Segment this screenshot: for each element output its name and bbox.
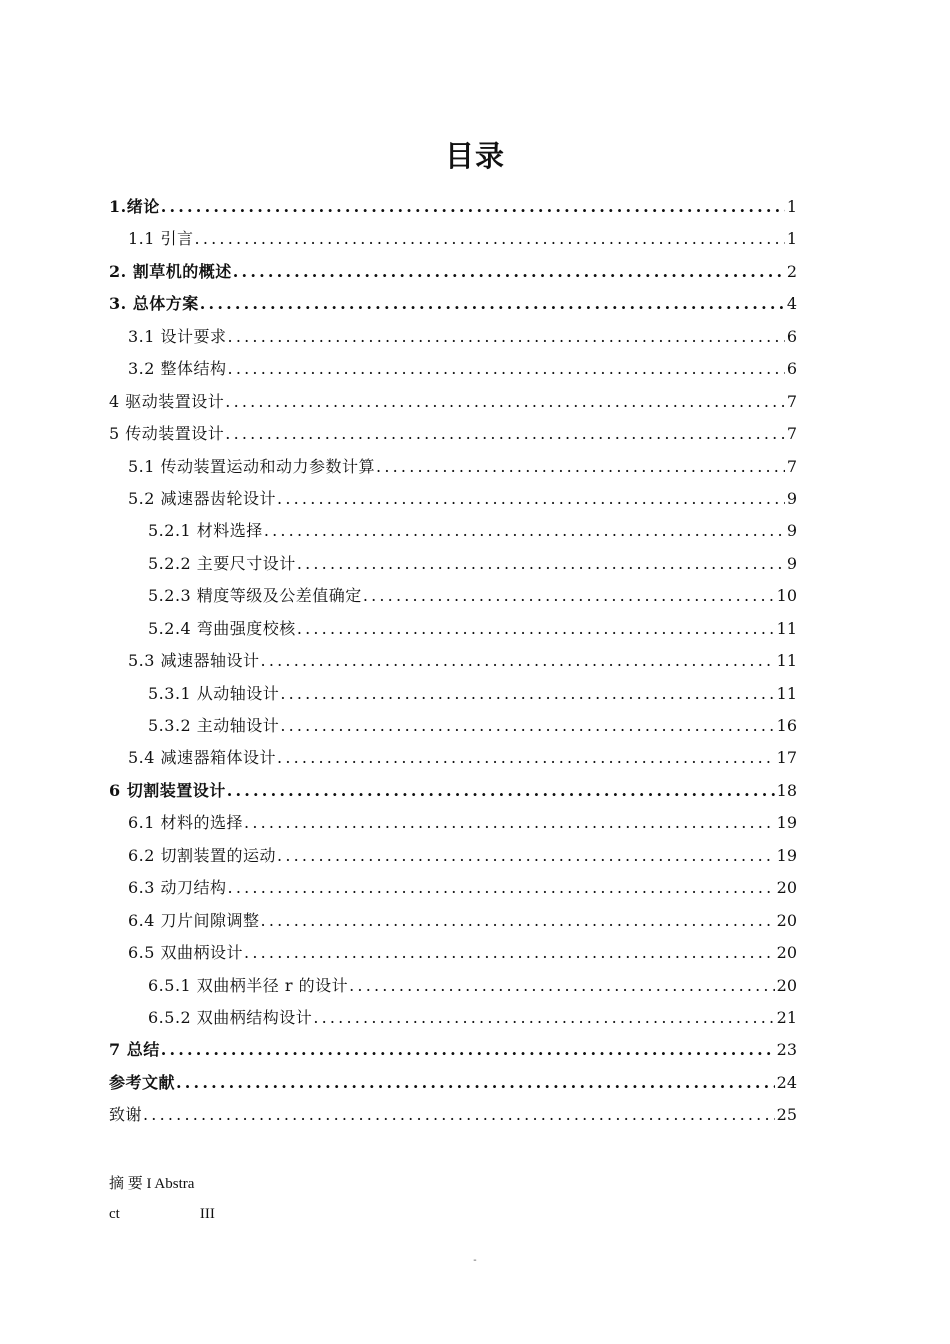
toc-entry[interactable] [109, 681, 797, 713]
toc-entry-label: 6.5.1 双曲柄半径 r 的设计 [148, 975, 349, 995]
toc-entry-label: 参考文献 [109, 1072, 176, 1092]
toc-entry-page: 24 [776, 1072, 797, 1092]
toc-entry-label: 6.1 材料的选择 [128, 813, 244, 833]
toc-entry-label: 5 传动装置设计 [109, 424, 225, 444]
toc-entry-label: 5.3.2 主动轴设计 [148, 716, 280, 735]
toc-leader-dots [375, 457, 785, 476]
toc-entry-page: 11 [776, 618, 797, 638]
toc-entry-page: 18 [776, 780, 797, 800]
toc-entry-label: 5.3.1 从动轴设计 [148, 683, 280, 703]
toc-leader-dots [260, 651, 775, 670]
toc-entry-page: 9 [786, 488, 797, 508]
toc-leader-dots [243, 943, 775, 962]
toc-leader-dots [160, 1040, 775, 1059]
front-matter-line [109, 1172, 194, 1193]
toc-entry-page: 4 [786, 294, 797, 314]
toc-entry[interactable] [109, 745, 797, 777]
toc-leader-dots [175, 1073, 775, 1092]
toc-entry-label: 3.1 设计要求 [128, 326, 227, 346]
toc-entry[interactable] [109, 1037, 797, 1069]
toc-leader-dots [296, 554, 785, 573]
toc-leader-dots [348, 976, 775, 995]
toc-entry-page: 7 [786, 424, 797, 444]
toc-entry-label: 6.5.2 双曲柄结构设计 [148, 1007, 313, 1027]
toc-entry-page: 6 [786, 326, 797, 346]
toc-entry[interactable] [109, 454, 797, 486]
toc-leader-dots [227, 878, 775, 897]
toc-leader-dots [199, 294, 785, 313]
toc-entry[interactable] [109, 291, 797, 323]
toc-leader-dots [142, 1105, 775, 1124]
table-of-contents [109, 194, 797, 1135]
toc-entry[interactable] [109, 551, 797, 583]
toc-entry-label: 3.2 整体结构 [128, 359, 227, 379]
toc-leader-dots [279, 716, 774, 735]
toc-entry[interactable] [109, 648, 797, 680]
toc-entry[interactable] [109, 1070, 797, 1102]
toc-entry-page: 7 [786, 456, 797, 476]
toc-entry[interactable] [109, 194, 797, 226]
toc-leader-dots [194, 229, 785, 248]
toc-entry[interactable] [109, 713, 797, 745]
toc-leader-dots [226, 781, 775, 800]
toc-entry-page: 16 [776, 716, 797, 735]
toc-leader-dots [224, 424, 785, 443]
toc-entry[interactable] [109, 324, 797, 356]
toc-entry-page: 25 [776, 1105, 797, 1125]
toc-leader-dots [279, 684, 774, 703]
toc-entry-label: 7 总结 [109, 1040, 160, 1060]
toc-entry[interactable] [109, 875, 797, 907]
toc-entry-page: 9 [786, 521, 797, 541]
toc-entry[interactable] [109, 1102, 797, 1134]
toc-entry-label: 5.2 减速器齿轮设计 [128, 488, 277, 508]
toc-leader-dots [276, 748, 775, 767]
toc-entry[interactable] [109, 518, 797, 550]
toc-leader-dots [232, 262, 785, 281]
toc-leader-dots [260, 911, 775, 930]
toc-entry[interactable] [109, 616, 797, 648]
toc-leader-dots [276, 489, 785, 508]
toc-entry-page: 20 [776, 878, 797, 898]
toc-entry-label: 5.2.3 精度等级及公差值确定 [148, 586, 362, 606]
toc-leader-dots [362, 586, 775, 605]
toc-entry[interactable] [109, 973, 797, 1005]
toc-entry[interactable] [109, 259, 797, 291]
toc-leader-dots [227, 359, 785, 378]
toc-entry[interactable] [109, 778, 797, 810]
toc-entry-page: 11 [776, 683, 797, 703]
toc-entry-label: 2. 割草机的概述 [109, 261, 232, 281]
toc-entry-page: 2 [786, 261, 797, 281]
toc-entry-label: 5.4 减速器箱体设计 [128, 748, 277, 768]
toc-leader-dots [312, 1008, 774, 1027]
toc-leader-dots [224, 392, 785, 411]
toc-entry[interactable] [109, 1005, 797, 1037]
toc-entry[interactable] [109, 486, 797, 518]
toc-entry-page: 20 [776, 910, 797, 930]
toc-entry-page: 9 [786, 553, 797, 573]
toc-leader-dots [227, 327, 785, 346]
toc-entry-page: 6 [786, 359, 797, 379]
front-matter-text: ct [109, 1206, 120, 1222]
toc-entry-label: 6 切割装置设计 [109, 780, 226, 800]
toc-leader-dots [296, 619, 775, 638]
page-title: 目录 [444, 139, 505, 173]
toc-entry-page: 20 [776, 975, 797, 995]
toc-entry-page: 11 [776, 651, 797, 671]
toc-entry-label: 3. 总体方案 [109, 294, 199, 314]
toc-leader-dots [160, 197, 785, 216]
front-matter-text: 摘 要 I Abstra [109, 1176, 195, 1192]
toc-entry[interactable] [109, 940, 797, 972]
toc-entry-label: 6.3 动刀结构 [128, 878, 227, 898]
toc-entry-label: 致谢 [109, 1105, 143, 1125]
toc-entry-page: 17 [776, 748, 797, 768]
toc-entry-page: 19 [776, 813, 797, 833]
toc-entry-page: 21 [776, 1007, 797, 1027]
toc-entry[interactable] [109, 356, 797, 388]
toc-entry[interactable] [109, 810, 797, 842]
toc-entry-label: 5.2.1 材料选择 [148, 521, 263, 541]
toc-entry[interactable] [109, 389, 797, 421]
toc-leader-dots [276, 846, 775, 865]
toc-entry-page: 1 [786, 229, 797, 249]
toc-entry-page: 1 [786, 197, 797, 216]
toc-entry[interactable] [109, 843, 797, 875]
page-footer-mark: - [473, 1255, 477, 1266]
front-matter-page: III [199, 1206, 215, 1222]
toc-entry-page: 20 [776, 943, 797, 963]
toc-entry-label: 1.1 引言 [128, 229, 194, 249]
toc-entry-label: 5.1 传动装置运动和动力参数计算 [128, 456, 376, 476]
toc-entry-label: 5.3 减速器轴设计 [128, 651, 260, 671]
toc-entry-label: 5.2.4 弯曲强度校核 [148, 618, 296, 638]
toc-entry-label: 6.2 切割装置的运动 [128, 845, 277, 865]
toc-leader-dots [243, 813, 775, 832]
toc-entry-page: 10 [776, 586, 797, 606]
toc-entry[interactable] [109, 226, 797, 258]
toc-entry-label: 6.4 刀片间隙调整 [128, 910, 260, 930]
toc-entry-label: 5.2.2 主要尺寸设计 [148, 553, 296, 573]
toc-entry-page: 23 [776, 1040, 797, 1060]
toc-entry-page: 7 [786, 391, 797, 411]
toc-entry-label: 4 驱动装置设计 [109, 391, 225, 411]
toc-entry[interactable] [109, 583, 797, 615]
toc-entry[interactable] [109, 908, 797, 940]
toc-entry-label: 1.绪论 [109, 197, 160, 216]
toc-entry[interactable] [109, 421, 797, 453]
front-matter-line [109, 1206, 215, 1223]
toc-entry-page: 19 [776, 845, 797, 865]
toc-leader-dots [263, 521, 785, 540]
toc-entry-label: 6.5 双曲柄设计 [128, 943, 244, 963]
